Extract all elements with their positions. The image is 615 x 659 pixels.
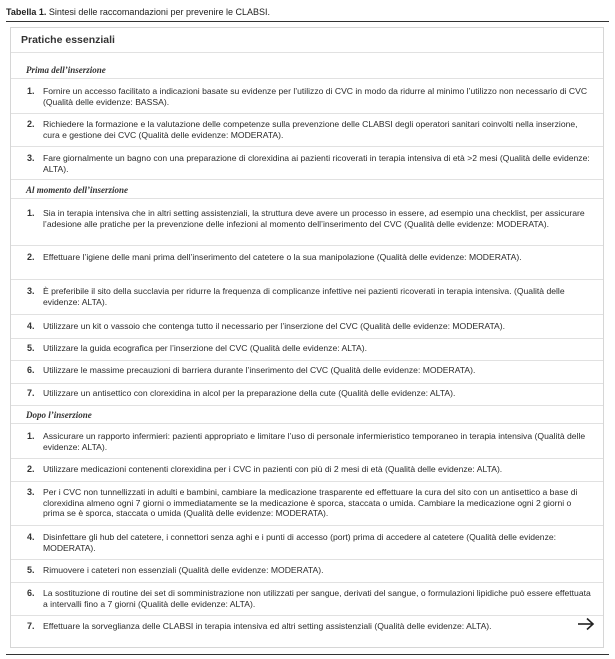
item-text: Utilizzare un kit o vassoio che contenga tutto il necessario per l’inserzione del CVC (Qualità delle evidenze: MODERATA). [43,321,506,331]
divider [11,113,603,114]
item-number: 5. [27,343,35,353]
item-number: 6. [27,365,35,375]
table-title: Pratiche essenziali [21,34,115,46]
caption-label: Tabella 1. [6,7,47,17]
divider [11,458,603,459]
divider [11,481,603,482]
item-text: Effettuare l’igiene delle mani prima dell’inserimento del catetere o la sua manipolazione (Qualità delle evidenze: MODERATA). [43,252,522,262]
item-text: Utilizzare un antisettico con clorexidina in alcol per la preparazione della cute (Qualità delle evidenze: ALTA). [43,388,456,398]
section-title-before-insertion: Prima dell’inserzione [26,65,106,75]
divider [11,338,603,339]
item-text: È preferibile il sito della succlavia per ridurre la frequenza di complicanze infettive nei pazienti ricoverati in terapia intensiva. (Qualità delle evidenze: ALTA). [43,286,565,307]
section-title-at-insertion: Al momento dell’inserzione [26,185,129,195]
item-text: Effettuare la sorveglianza delle CLABSI in terapia intensiva ed altri setting assistenziali (Qualità delle evidenze: ALTA). [43,621,492,631]
divider [11,615,603,616]
item-text: Richiedere la formazione e la valutazione delle competenze sulla prevenzione delle CLABSI degli operatori sanitari coinvolti nella inserzione, cura e gestione dei CVC (Qualità delle evidenze: MODERATA). [43,119,578,140]
item-number: 2. [27,464,35,474]
item-number: 7. [27,621,35,631]
divider [11,525,603,526]
item-number: 5. [27,565,35,575]
divider [11,245,603,246]
item-text: Fare giornalmente un bagno con una preparazione di clorexidina ai pazienti ricoverati in terapia intensiva di età >2 mesi (Qualità delle evidenze: ALTA). [43,153,590,174]
item-number: 3. [27,153,35,163]
divider [11,559,603,560]
divider [11,146,603,147]
item-text: Fornire un accesso facilitato a indicazioni basate su evidenze per l’utilizzo di CVC in modo da ridurre al minimo l’utilizzo non necessario di CVC (Qualità delle evidenze: BASSA). [43,86,588,107]
item-number: 3. [27,286,35,296]
item-number: 6. [27,588,35,598]
divider [11,423,603,424]
caption-text: Sintesi delle raccomandazioni per prevenire le CLABSI. [48,7,270,17]
item-text: Assicurare un rapporto infermieri: pazienti appropriato e limitare l’uso di personale infermieristico temporaneo in terapia intensiva (Qualità delle evidenze: ALTA). [43,431,586,452]
recommendations-table [10,27,604,648]
item-text: La sostituzione di routine dei set di somministrazione non utilizzati per sangue, derivati del sangue, o formulazioni lipidiche può essere effettuata a intervalli fino a 7 giorni (Qualità delle evidenze: ALTA). [43,588,591,609]
divider [11,52,603,53]
table-caption [6,6,606,18]
item-number: 3. [27,487,35,497]
item-number: 1. [27,208,35,218]
item-text: Disinfettare gli hub del catetere, i connettori senza aghi e i punti di accesso (port) prima di accedere al catetere (Qualità delle evidenze: MODERATA). [43,532,557,553]
item-number: 1. [27,86,35,96]
item-number: 4. [27,321,35,331]
divider [11,279,603,280]
arrow-right-icon[interactable] [577,617,595,631]
item-text: Rimuovere i cateteri non essenziali (Qualità delle evidenze: MODERATA). [43,565,324,575]
divider [11,360,603,361]
item-text: Utilizzare le massime precauzioni di barriera durante l’inserimento del CVC (Qualità delle evidenze: MODERATA). [43,365,476,375]
divider [11,198,603,199]
item-text: Utilizzare medicazioni contenenti clorexidina per i CVC in pazienti con più di 2 mesi di età (Qualità delle evidenze: ALTA). [43,464,503,474]
item-number: 1. [27,431,35,441]
divider [11,78,603,79]
divider [11,179,603,180]
item-number: 7. [27,388,35,398]
divider [11,314,603,315]
divider [11,582,603,583]
item-text: Utilizzare la guida ecografica per l’inserzione del CVC (Qualità delle evidenze: ALTA). [43,343,368,353]
section-title-after-insertion: Dopo l’inserzione [26,410,92,420]
divider [11,383,603,384]
item-number: 2. [27,252,35,262]
item-number: 2. [27,119,35,129]
item-text: Per i CVC non tunnellizzati in adulti e bambini, cambiare la medicazione trasparente ed effettuare la cura del sito con un antisettico a base di clorexidina almeno ogni 7 giorni o immediatamente se la medicazione è sporca, staccata o umida. Cambiare la medicazione ogni 2 giorni o prima se è sporca, staccata o umida (Qualità delle evidenze: MODERATA). [43,487,578,518]
item-text: Sia in terapia intensiva che in altri setting assistenziali, la struttura deve avere un processo in essere, ad esempio una checklist, per assicurare l’adesione alle pratiche per la prevenzione delle infezioni al momento dell’inserimento del CVC (Qualità delle evidenze: MODERATA). [43,208,585,229]
top-rule [6,21,609,22]
item-number: 4. [27,532,35,542]
divider [11,405,603,406]
bottom-rule [6,654,609,655]
